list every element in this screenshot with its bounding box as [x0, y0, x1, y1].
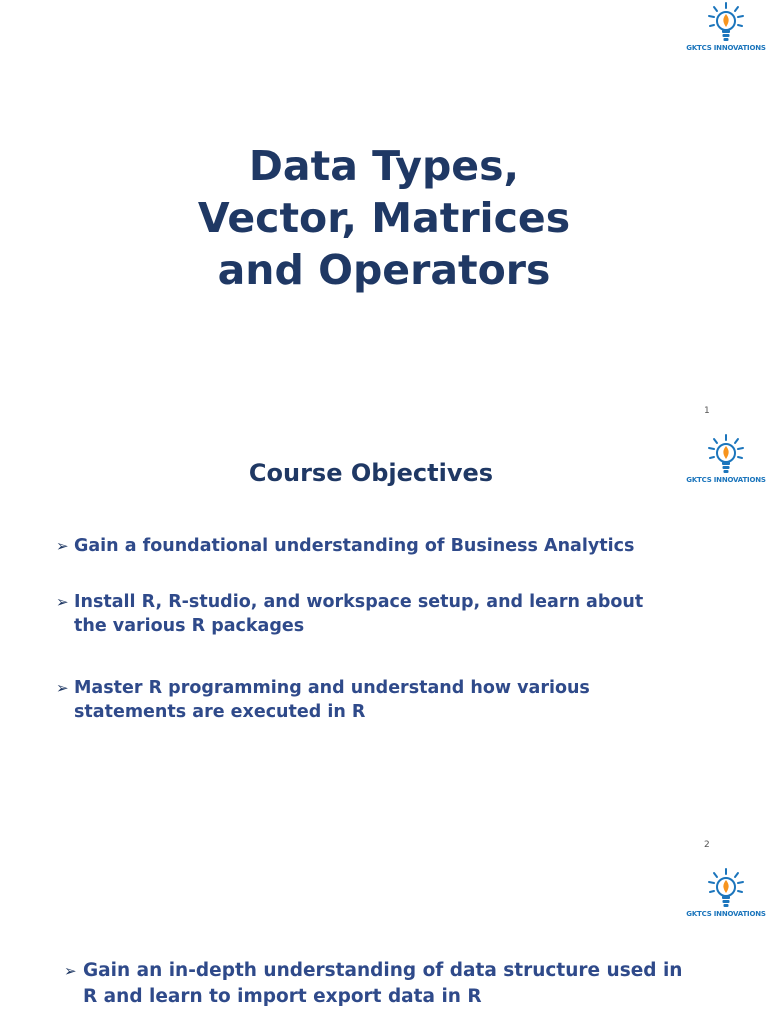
- objective-text-line-1: Gain an in-depth understanding of data structure used in: [83, 960, 683, 981]
- presentation-title: [0, 140, 768, 296]
- objective-text-line-2: R and learn to import export data in R: [83, 986, 482, 1007]
- page-number: 1: [704, 406, 710, 416]
- arrow-bullet-icon: ➢: [56, 593, 69, 611]
- lightbulb-icon: [706, 868, 746, 910]
- arrow-bullet-icon: ➢: [64, 962, 77, 980]
- logo-text: GKTCS INNOVATIONS: [686, 476, 766, 484]
- lightbulb-icon: [706, 2, 746, 44]
- gktcs-logo: [686, 2, 766, 58]
- arrow-bullet-icon: ➢: [56, 537, 69, 555]
- slide-2: [0, 430, 768, 864]
- objective-item: [56, 676, 590, 724]
- slide-1: [0, 0, 768, 430]
- objective-text-line-1: Install R, R-studio, and workspace setup, and learn about: [74, 592, 644, 612]
- logo-text: GKTCS INNOVATIONS: [686, 910, 766, 918]
- objective-text-line-2: statements are executed in R: [74, 702, 366, 722]
- page-number: 2: [704, 840, 710, 850]
- title-line-1: Data Types,: [248, 142, 520, 190]
- objective-text-line-1: Master R programming and understand how various: [74, 678, 590, 698]
- objective-text-line-2: the various R packages: [74, 616, 305, 636]
- title-line-3: and Operators: [217, 246, 551, 294]
- objective-item: [56, 590, 643, 638]
- title-line-2: Vector, Matrices: [197, 194, 571, 242]
- gktcs-logo: [686, 868, 766, 924]
- objective-text: Gain a foundational understanding of Business Analytics: [74, 536, 635, 556]
- section-title: Course Objectives: [248, 459, 494, 487]
- slide-3: [0, 864, 768, 1024]
- objective-item: [64, 958, 682, 1010]
- logo-text: GKTCS INNOVATIONS: [686, 44, 766, 52]
- objective-item: [56, 534, 634, 558]
- arrow-bullet-icon: ➢: [56, 679, 69, 697]
